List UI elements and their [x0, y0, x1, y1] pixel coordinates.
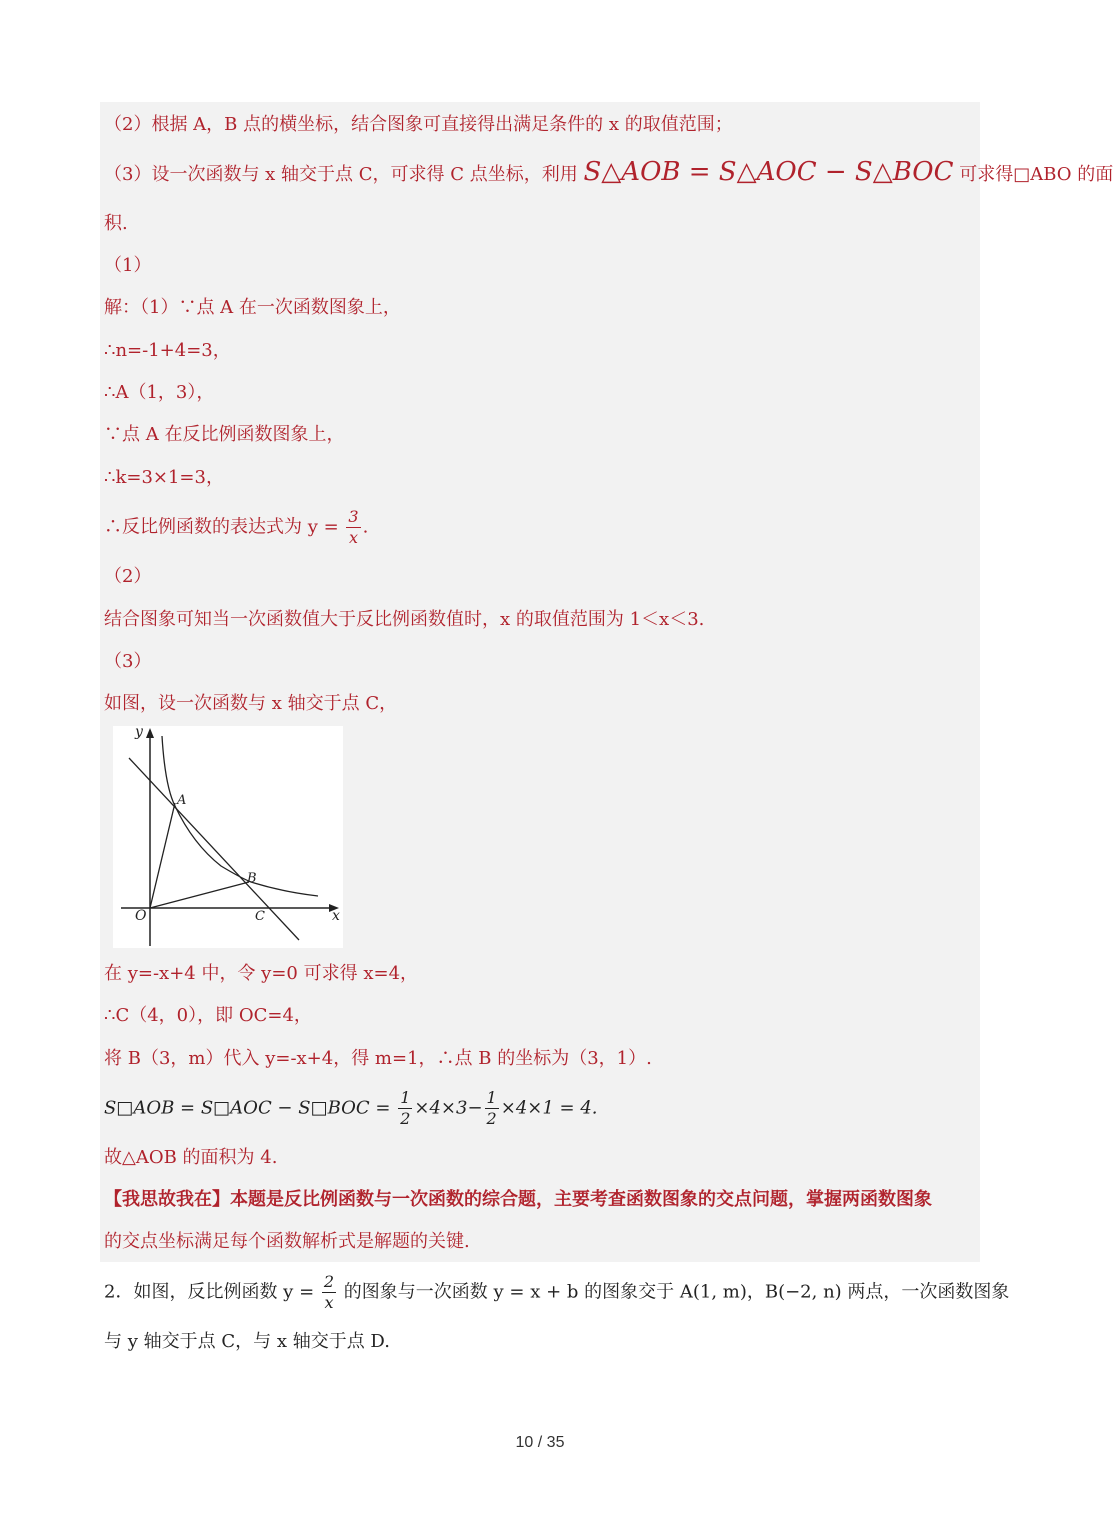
part2-heading: （2）	[104, 566, 152, 587]
solution-line: ∴n=-1+4=3，	[104, 340, 231, 361]
solution-line: ∴k=3×1=3，	[104, 467, 224, 488]
y-axis-label: y	[135, 724, 143, 740]
point-c-label: C	[255, 909, 265, 924]
solution-line-expression: ∴反比例函数的表达式为 y = $\frac{3}{x}$ .	[104, 507, 369, 547]
solution-line: ∵点 A 在反比例函数图象上，	[104, 424, 345, 445]
hint-line-3: （3）设一次函数与 x 轴交于点 C，可求得 C 点坐标，利用 S△AOB = S△AOC − S△BOC 可求得□ABO 的面	[104, 157, 1113, 187]
point-a-label: A	[177, 793, 187, 808]
hint-line-2: （2）根据 A，B 点的横坐标，结合图象可直接得出满足条件的 x 的取值范围；	[104, 114, 733, 135]
area-formula: S△AOB = S△AOC − S△BOC	[583, 157, 954, 187]
inverse-function-curve	[162, 736, 318, 896]
x-axis-label: x	[332, 908, 340, 924]
area-calculation: S□AOB = S□AOC − S□BOC = $\frac{1}{2}$ ×4×3− $\frac{1}{2}$ ×4×1 = 4.	[104, 1088, 598, 1128]
solution-line: 结合图象可知当一次函数值大于反比例函数值时，x 的取值范围为 1＜x＜3.	[104, 609, 705, 630]
part3-heading: （3）	[104, 651, 152, 672]
hint-line-3-cont: 积.	[104, 213, 128, 234]
conclusion-line: 故△AOB 的面积为 4.	[104, 1147, 278, 1168]
function-graph	[113, 726, 343, 948]
part1-heading: （1）	[104, 255, 152, 276]
solution-line: 将 B（3，m）代入 y=-x+4，得 m=1，∴点 B 的坐标为（3，1）.	[104, 1048, 652, 1069]
origin-label: O	[135, 908, 147, 924]
reflection-line-cont: 的交点坐标满足每个函数解析式是解题的关键.	[104, 1231, 470, 1252]
y-axis-arrow	[146, 728, 154, 738]
question-2-line: 2．如图，反比例函数 y = $\frac{2}{x}$ 的图象与一次函数 y = x + b 的图象交于 A(1, m)，B(−2, n) 两点，一次函数图象	[104, 1272, 1010, 1312]
question-2-line-cont: 与 y 轴交于点 C，与 x 轴交于点 D.	[104, 1331, 390, 1352]
solution-line: 在 y=-x+4 中，令 y=0 可求得 x=4，	[104, 963, 419, 984]
reflection-line: 【我思故我在】本题是反比例函数与一次函数的综合题，主要考查函数图象的交点问题，掌握两函数图象	[104, 1189, 932, 1210]
solution-line: 解：（1）∵点 A 在一次函数图象上，	[104, 297, 401, 318]
linear-function-line	[129, 758, 299, 940]
solution-line: 如图，设一次函数与 x 轴交于点 C，	[104, 693, 398, 714]
function-graph-figure	[113, 726, 343, 948]
page-number: 10 / 35	[515, 1434, 565, 1451]
solution-line: ∴A（1，3），	[104, 382, 215, 403]
solution-line: ∴C（4，0），即 OC=4，	[104, 1005, 312, 1026]
segment-oa	[150, 803, 175, 908]
point-b-label: B	[247, 871, 257, 886]
segment-ob	[150, 882, 249, 908]
